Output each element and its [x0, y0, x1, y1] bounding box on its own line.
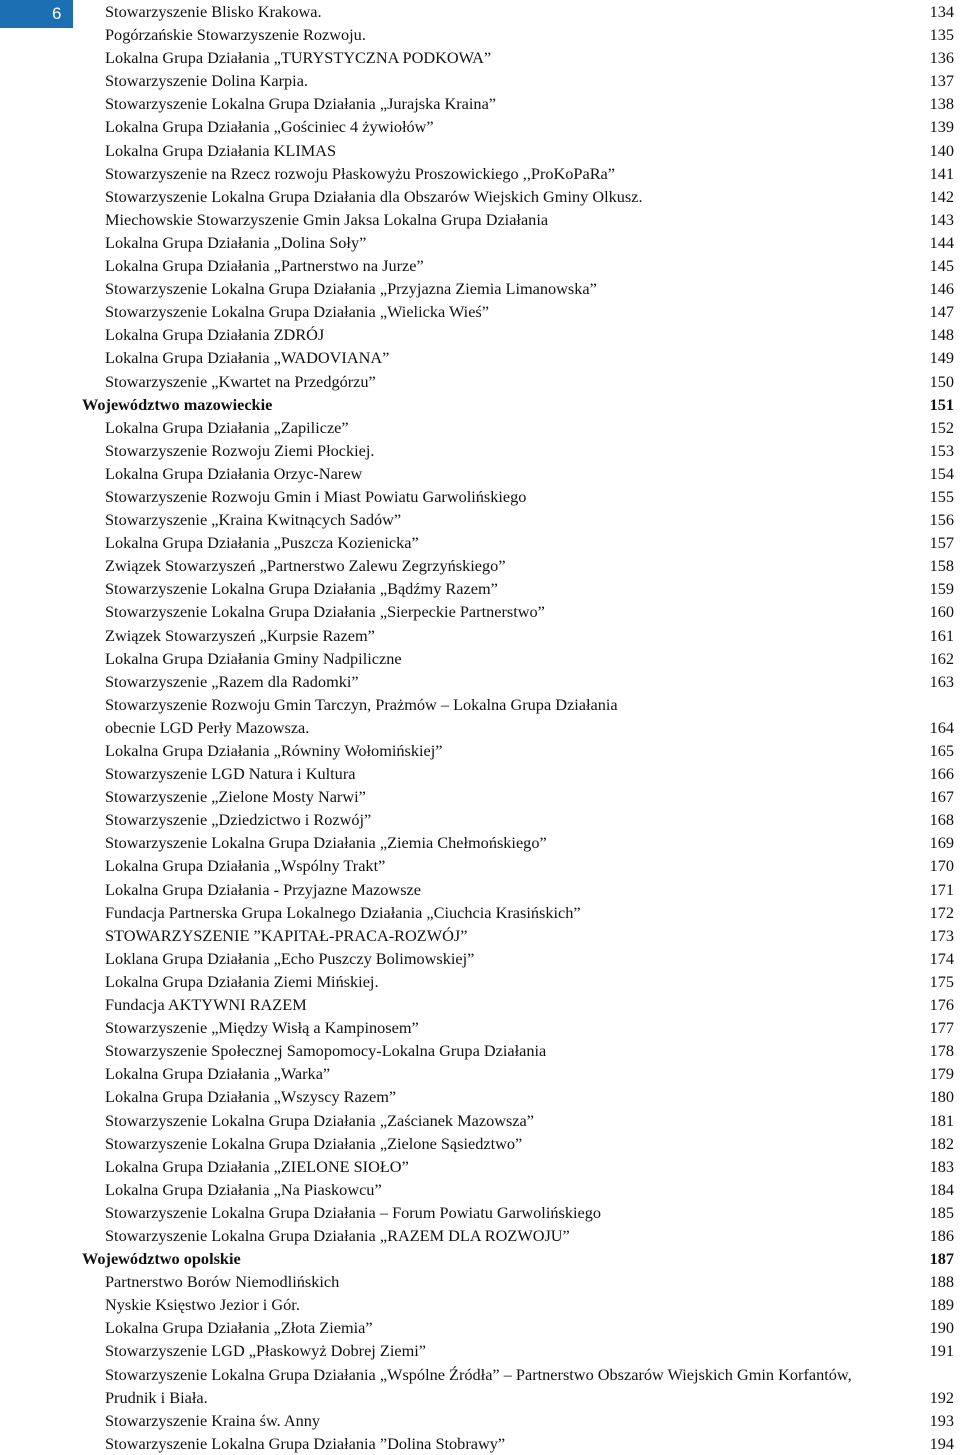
toc-page-number: 144	[929, 232, 954, 252]
toc-entry[interactable]	[82, 739, 954, 762]
page-number-tab	[0, 0, 73, 28]
toc-page-number: 150	[929, 371, 954, 391]
toc-page-number: 184	[929, 1179, 954, 1199]
toc-entry[interactable]	[82, 1062, 954, 1085]
toc-entry[interactable]	[82, 1132, 954, 1155]
toc-page-number: 166	[929, 764, 954, 784]
toc-entry[interactable]	[82, 416, 954, 439]
toc-entry-title: Lokalna Grupa Działania „Złota Ziemia”	[105, 1318, 373, 1338]
toc-entry-title: Stowarzyszenie Lokalna Grupa Działania „Przyjazna Ziemia Limanowska”	[105, 279, 597, 299]
toc-entry-title: Lokalna Grupa Działania ZDRÓJ	[105, 325, 325, 345]
toc-entry[interactable]	[82, 185, 954, 208]
toc-entry[interactable]	[82, 1339, 954, 1362]
toc-page-number: 140	[929, 140, 954, 160]
toc-page-number: 148	[929, 325, 954, 345]
toc-page-number: 153	[929, 440, 954, 460]
toc-page-number: 172	[929, 902, 954, 922]
toc-page-number: 179	[929, 1064, 954, 1084]
toc-page-number: 151	[929, 394, 954, 414]
toc-entry-title: Stowarzyszenie „Dziedzictwo i Rozwój”	[105, 810, 372, 830]
toc-page-number: 186	[929, 1225, 954, 1245]
toc-page-number: 138	[929, 94, 954, 114]
toc-page-number: 165	[929, 741, 954, 760]
toc-entry-title: Prudnik i Biała.	[105, 1387, 208, 1407]
toc-entry-title: Stowarzyszenie Rozwoju Ziemi Płockiej.	[105, 440, 375, 460]
toc-page-number: 160	[929, 602, 954, 622]
toc-entry-title: Stowarzyszenie Rozwoju Gmin Tarczyn, Prażmów – Lokalna Grupa Działania	[105, 694, 618, 714]
toc-entry-title: Związek Stowarzyszeń „Partnerstwo Zalewu Zegrzyńskiego”	[105, 556, 506, 576]
toc-entry[interactable]	[82, 1409, 954, 1432]
toc-page-number: 135	[929, 25, 954, 45]
toc-section-heading[interactable]	[82, 393, 954, 416]
toc-page-number: 189	[929, 1295, 954, 1315]
toc-entry-title: Lokalna Grupa Działania „Puszcza Kozienicka”	[105, 533, 419, 553]
toc-entry[interactable]	[82, 323, 954, 346]
toc-page-number: 185	[929, 1202, 954, 1222]
toc-entry-title: Stowarzyszenie „Kwartet na Przedgórzu”	[105, 371, 376, 391]
toc-entry[interactable]	[82, 901, 954, 924]
toc-entry-title: Stowarzyszenie Dolina Karpia.	[105, 71, 308, 91]
toc-entry[interactable]	[82, 92, 954, 115]
toc-page-number: 159	[929, 579, 954, 599]
toc-entry[interactable]	[82, 69, 954, 92]
toc-page-number: 176	[929, 995, 954, 1015]
toc-entry-title: Stowarzyszenie LGD Natura i Kultura	[105, 764, 356, 784]
toc-entry-title: Lokalna Grupa Działania Orzyc-Narew	[105, 463, 363, 483]
toc-page-number: 192	[929, 1387, 954, 1407]
toc-entry-title: Stowarzyszenie Lokalna Grupa Działania „Ziemia Chełmońskiego”	[105, 833, 547, 853]
toc-entry[interactable]	[82, 254, 954, 277]
toc-entry[interactable]	[82, 670, 954, 693]
toc-entry-title: Fundacja AKTYWNI RAZEM	[105, 995, 307, 1015]
toc-entry[interactable]	[82, 370, 954, 393]
toc-page-number: 143	[929, 209, 954, 229]
toc-entry[interactable]	[82, 46, 954, 69]
toc-entry[interactable]	[82, 208, 954, 231]
toc-entry[interactable]	[82, 115, 954, 138]
toc-entry-title: Lokalna Grupa Działania „Dolina Soły”	[105, 232, 367, 252]
toc-entry[interactable]	[82, 1016, 954, 1039]
toc-entry-title: Stowarzyszenie „Kraina Kwitnących Sadów”	[105, 510, 402, 530]
toc-entry[interactable]	[82, 531, 954, 554]
toc-entry[interactable]	[82, 1039, 954, 1062]
toc-entry-title: Lokalna Grupa Działania KLIMAS	[105, 140, 337, 160]
toc-entry-title: Stowarzyszenie Lokalna Grupa Działania „Wspólne Źródła” – Partnerstwo Obszarów Wiejskich Gmin Korfantów,	[105, 1364, 852, 1384]
toc-page-number: 152	[929, 417, 954, 437]
page-number: 6	[52, 4, 62, 23]
toc-entry-title: Związek Stowarzyszeń „Kurpsie Razem”	[105, 625, 375, 645]
toc-entry[interactable]	[82, 924, 954, 947]
toc-page-number: 168	[929, 810, 954, 830]
toc-entry[interactable]	[82, 1270, 954, 1293]
toc-page-number: 187	[929, 1249, 954, 1269]
toc-entry-title: Lokalna Grupa Działania „ZIELONE SIOŁO”	[105, 1156, 409, 1176]
toc-entry[interactable]	[82, 785, 954, 808]
toc-entry-title: Fundacja Partnerska Grupa Lokalnego Działania „Ciuchcia Krasińskich”	[105, 902, 581, 922]
toc-page-number: 141	[929, 163, 954, 183]
toc-page-number: 173	[929, 925, 954, 945]
toc-entry-title: Stowarzyszenie Lokalna Grupa Działania „RAZEM DLA ROZWOJU”	[105, 1225, 570, 1245]
toc-page-number: 149	[929, 348, 954, 368]
toc-entry-title: Stowarzyszenie Rozwoju Gmin i Miast Powiatu Garwolińskiego	[105, 486, 527, 506]
toc-page-number: 136	[929, 48, 954, 68]
toc-page-number: 162	[929, 648, 954, 668]
toc-entry-title: Województwo mazowieckie	[82, 394, 273, 414]
toc-entry-title: Stowarzyszenie Lokalna Grupa Działania dla Obszarów Wiejskich Gminy Olkusz.	[105, 186, 643, 206]
toc-entry-title: Pogórzańskie Stowarzyszenie Rozwoju.	[105, 25, 366, 45]
toc-page-number: 175	[929, 971, 954, 991]
toc-page-number: 174	[929, 948, 954, 968]
toc-page-number: 142	[929, 186, 954, 206]
toc-entry[interactable]	[82, 485, 954, 508]
toc-entry-title: Lokalna Grupa Działania - Przyjazne Mazowsze	[105, 879, 421, 899]
table-of-contents	[82, 0, 954, 1455]
toc-page-number: 161	[929, 625, 954, 645]
toc-entry[interactable]	[82, 462, 954, 485]
toc-page-number: 171	[929, 879, 954, 899]
toc-entry-title: Stowarzyszenie Kraina św. Anny	[105, 1410, 321, 1430]
toc-page-number: 157	[929, 533, 954, 553]
toc-entry-title: Stowarzyszenie Społecznej Samopomocy-Lokalna Grupa Działania	[105, 1041, 547, 1061]
toc-entry[interactable]	[82, 624, 954, 647]
toc-entry[interactable]	[82, 1363, 954, 1386]
toc-page-number: 155	[929, 486, 954, 506]
toc-page-number: 169	[929, 833, 954, 853]
toc-page-number: 178	[929, 1041, 954, 1061]
toc-entry[interactable]	[82, 854, 954, 877]
toc-entry-title: Województwo opolskie	[82, 1249, 241, 1269]
toc-entry[interactable]	[82, 346, 954, 369]
toc-page-number: 163	[929, 671, 954, 691]
toc-entry-title: Stowarzyszenie Blisko Krakowa.	[105, 2, 322, 21]
toc-page-number: 193	[929, 1410, 954, 1430]
toc-page-number: 137	[929, 71, 954, 91]
toc-entry[interactable]	[82, 439, 954, 462]
toc-entry[interactable]	[82, 1293, 954, 1316]
toc-page-number: 154	[929, 463, 954, 483]
toc-page-number: 134	[929, 2, 954, 21]
toc-page-number: 177	[929, 1018, 954, 1038]
toc-entry[interactable]	[82, 577, 954, 600]
toc-page-number: 181	[929, 1110, 954, 1130]
toc-page-number: 194	[929, 1433, 954, 1453]
toc-entry-title: Lokalna Grupa Działania „TURYSTYCZNA PODKOWA”	[105, 48, 492, 68]
toc-entry-title: Stowarzyszenie Lokalna Grupa Działania „Wielicka Wieś”	[105, 302, 489, 322]
toc-entry-title: Stowarzyszenie „Między Wisłą a Kampinosem”	[105, 1018, 419, 1038]
toc-entry-title: STOWARZYSZENIE ”KAPITAŁ-PRACA-ROZWÓJ”	[105, 925, 468, 945]
toc-entry-title: Lokalna Grupa Działania „Partnerstwo na Jurze”	[105, 256, 424, 276]
toc-entry[interactable]	[82, 554, 954, 577]
toc-entry[interactable]	[82, 716, 954, 739]
toc-page-number: 190	[929, 1318, 954, 1338]
toc-entry-title: Stowarzyszenie „Zielone Mosty Narwi”	[105, 787, 366, 807]
toc-page-number: 182	[929, 1133, 954, 1153]
toc-entry-title: Stowarzyszenie Lokalna Grupa Działania ”Dolina Stobrawy”	[105, 1433, 506, 1453]
toc-entry-title: Lokalna Grupa Działania „Wszyscy Razem”	[105, 1087, 397, 1107]
toc-page-number: 146	[929, 279, 954, 299]
toc-entry-title: Stowarzyszenie Lokalna Grupa Działania „Bądźmy Razem”	[105, 579, 498, 599]
toc-entry[interactable]	[82, 508, 954, 531]
toc-page-number: 164	[929, 717, 954, 737]
toc-entry-title: Lokalna Grupa Działania Gminy Nadpiliczne	[105, 648, 402, 668]
toc-entry-title: Stowarzyszenie LGD „Płaskowyż Dobrej Ziemi”	[105, 1341, 427, 1361]
toc-entry[interactable]	[82, 1155, 954, 1178]
toc-page-number: 156	[929, 510, 954, 530]
toc-entry-title: Lokalna Grupa Działania „Na Piaskowcu”	[105, 1179, 382, 1199]
toc-section-heading[interactable]	[82, 1247, 954, 1270]
toc-entry[interactable]	[82, 878, 954, 901]
toc-entry[interactable]	[82, 1109, 954, 1132]
toc-entry-title: Nyskie Księstwo Jezior i Gór.	[105, 1295, 300, 1315]
toc-entry-title: Lokalna Grupa Działania „WADOVIANA”	[105, 348, 390, 368]
toc-entry-title: Miechowskie Stowarzyszenie Gmin Jaksa Lokalna Grupa Działania	[105, 209, 549, 229]
toc-page-number: 147	[929, 302, 954, 322]
toc-entry-title: Loklana Grupa Działania „Echo Puszczy Bolimowskiej”	[105, 948, 475, 968]
toc-entry[interactable]	[82, 231, 954, 254]
toc-entry-title: Stowarzyszenie na Rzecz rozwoju Płaskowyżu Proszowickiego ,,ProKoPaRa”	[105, 163, 616, 183]
toc-entry[interactable]	[82, 0, 954, 23]
toc-entry[interactable]	[82, 808, 954, 831]
toc-entry-title: Stowarzyszenie Lokalna Grupa Działania „Jurajska Kraina”	[105, 94, 497, 114]
toc-entry[interactable]	[82, 831, 954, 854]
toc-entry[interactable]	[82, 277, 954, 300]
toc-page-number: 139	[929, 117, 954, 137]
toc-entry[interactable]	[82, 23, 954, 46]
toc-entry[interactable]	[82, 1085, 954, 1108]
toc-page-number: 180	[929, 1087, 954, 1107]
toc-entry-title: Partnerstwo Borów Niemodlińskich	[105, 1272, 340, 1292]
toc-page-number: 191	[929, 1341, 954, 1361]
toc-page-number: 188	[929, 1272, 954, 1292]
toc-entry[interactable]	[82, 647, 954, 670]
toc-entry[interactable]	[82, 1432, 954, 1455]
toc-entry[interactable]	[82, 693, 954, 716]
toc-entry-title: Lokalna Grupa Działania „Warka”	[105, 1064, 331, 1084]
toc-entry[interactable]	[82, 993, 954, 1016]
toc-entry-title: Lokalna Grupa Działania „Równiny Wołomińskiej”	[105, 741, 443, 760]
toc-entry[interactable]	[82, 162, 954, 185]
toc-entry[interactable]	[82, 1386, 954, 1409]
toc-entry-title: Stowarzyszenie Lokalna Grupa Działania „Sierpeckie Partnerstwo”	[105, 602, 545, 622]
toc-entry[interactable]	[82, 762, 954, 785]
toc-entry[interactable]	[82, 1178, 954, 1201]
toc-entry-title: obecnie LGD Perły Mazowsza.	[105, 717, 310, 737]
toc-entry[interactable]	[82, 1201, 954, 1224]
toc-page-number: 183	[929, 1156, 954, 1176]
toc-entry[interactable]	[82, 947, 954, 970]
toc-entry-title: Stowarzyszenie „Razem dla Radomki”	[105, 671, 359, 691]
toc-entry-title: Stowarzyszenie Lokalna Grupa Działania – Forum Powiatu Garwolińskiego	[105, 1202, 601, 1222]
toc-page-number: 145	[929, 256, 954, 276]
toc-entry-title: Stowarzyszenie Lokalna Grupa Działania „Zielone Sąsiedztwo”	[105, 1133, 523, 1153]
toc-entry[interactable]	[82, 300, 954, 323]
toc-page-number: 167	[929, 787, 954, 807]
toc-entry[interactable]	[82, 139, 954, 162]
toc-page-number: 158	[929, 556, 954, 576]
toc-entry-title: Lokalna Grupa Działania „Wspólny Trakt”	[105, 856, 386, 876]
toc-entry-title: Lokalna Grupa Działania „Gościniec 4 żywiołów”	[105, 117, 434, 137]
toc-entry-title: Lokalna Grupa Działania Ziemi Mińskiej.	[105, 971, 379, 991]
toc-entry[interactable]	[82, 970, 954, 993]
toc-entry[interactable]	[82, 1316, 954, 1339]
toc-entry[interactable]	[82, 1224, 954, 1247]
toc-page-number: 170	[929, 856, 954, 876]
toc-entry-title: Lokalna Grupa Działania „Zapilicze”	[105, 417, 349, 437]
toc-entry-title: Stowarzyszenie Lokalna Grupa Działania „Zaścianek Mazowsza”	[105, 1110, 534, 1130]
toc-entry[interactable]	[82, 600, 954, 623]
